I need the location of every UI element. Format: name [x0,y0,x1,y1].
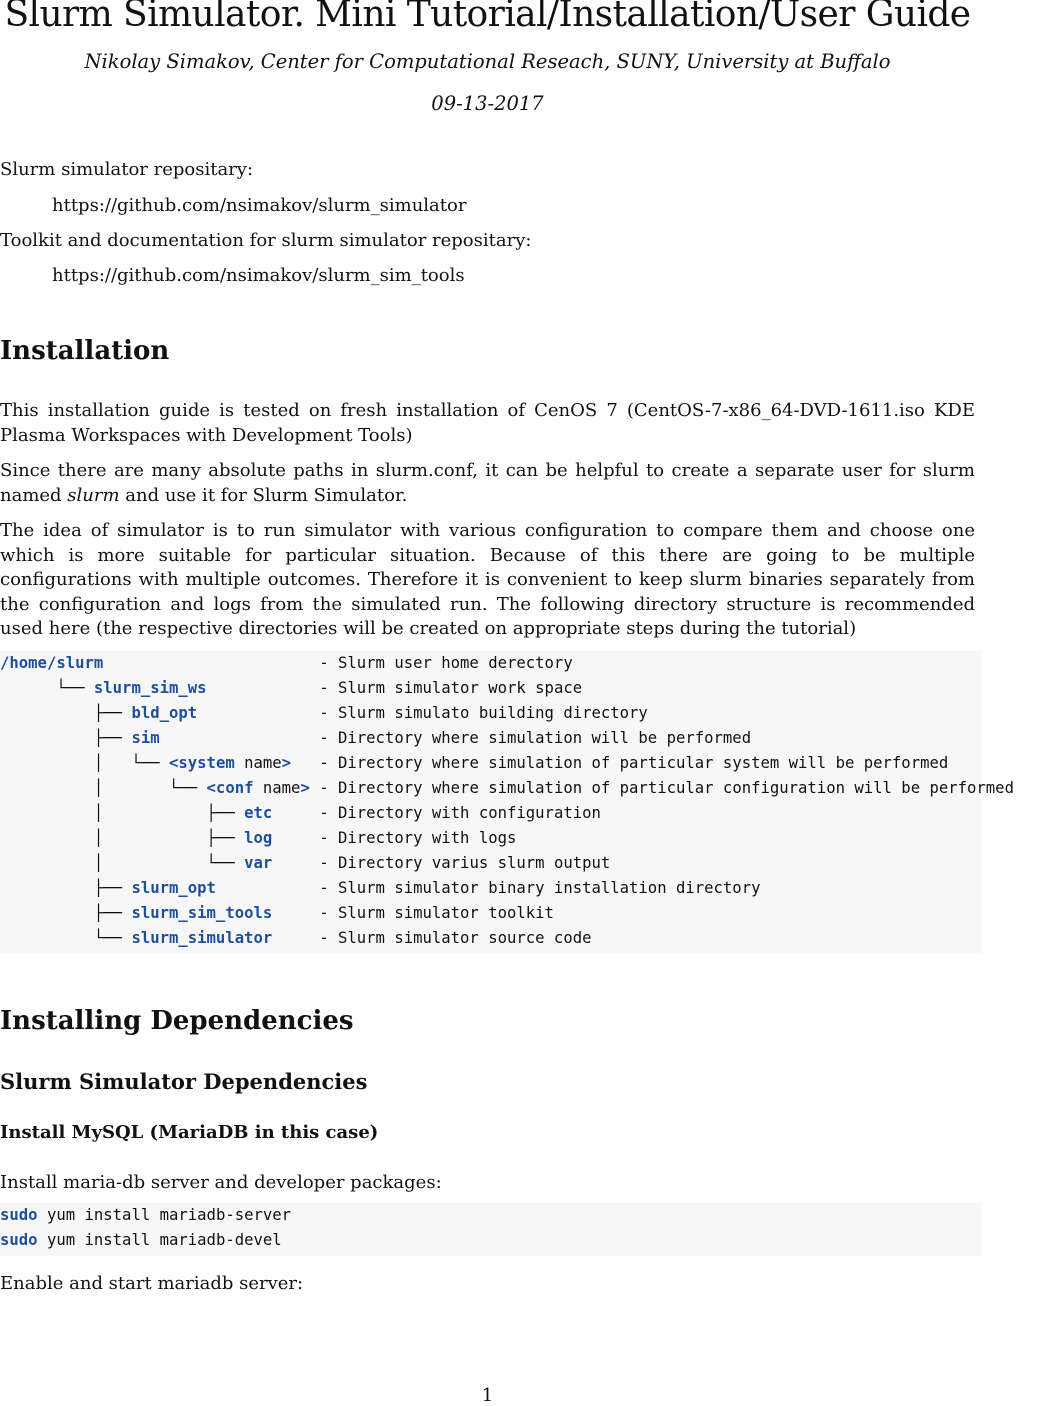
tree-comment: - Slurm simulato building directory [319,704,648,722]
command-keyword: sudo [0,1231,38,1249]
tree-directory-name: <conf [206,779,254,797]
command-line [0,1203,981,1228]
tree-comment: - Slurm simulator binary installation directory [319,879,761,897]
italic-user-name: slurm [67,484,120,506]
tree-comment: - Directory where simulation will be performed [319,729,752,747]
document-title: Slurm Simulator. Mini Tutorial/Installation/User Guide [4,0,971,35]
install-mariadb-paragraph: Install maria-db server and developer packages: [0,1172,442,1193]
tree-branch: │ ├── [0,829,245,847]
tree-directory-name: etc [244,804,273,822]
installation-paragraph-3: The idea of simulator is to run simulator with various configuration to compare them and choose one which is more suitable for particular situation. Because of this there are going to be multiple configurations with multiple outcomes. Therefore it is convenient to keep slurm binaries separately from the configuration and logs from the simulated run. The following directory structure is recommended used here (the respective directories will be created on appropriate steps during the tutorial) [0,520,975,639]
command-arguments: yum install mariadb-devel [37,1231,282,1249]
tree-branch: ├── [0,729,132,747]
tree-directory-name: slurm_simulator [131,929,273,947]
tree-directory-name: bld_opt [131,704,198,722]
sim-repo-label: Slurm simulator repositary: [0,159,254,180]
tree-line [0,776,1014,801]
tree-directory-name: slurm_opt [131,879,216,897]
tree-branch: ├── [0,904,132,922]
tree-directory-name: slurm_sim_ws [93,679,207,697]
tree-branch: ├── [0,879,132,897]
author-line: Nikolay Simakov, Center for Computational Reseach, SUNY, University at Buffalo [84,50,891,73]
tree-line [0,701,981,726]
tree-line [0,926,981,951]
simulator-dependencies-heading: Slurm Simulator Dependencies [0,1069,368,1094]
tree-line [0,751,981,776]
sim-repo-url[interactable]: https://github.com/nsimakov/slurm_simulator [52,195,467,216]
tree-branch: │ └── [0,779,207,797]
tree-branch: └── [0,929,132,947]
tree-branch: │ └── [0,854,245,872]
tree-comment: - Directory where simulation of particular system will be performed [319,754,949,772]
command-arguments: yum install mariadb-server [37,1206,292,1224]
tree-comment: - Slurm simulator work space [319,679,583,697]
tree-comment: - Slurm simulator toolkit [319,904,554,922]
command-keyword: sudo [0,1206,38,1224]
tree-line [0,876,981,901]
installation-paragraph-2: Since there are many absolute paths in slurm.conf, it can be helpful to create a separate user for slurm named slurm and use it for Slurm Simulator. [0,460,975,506]
tree-branch: │ ├── [0,804,245,822]
install-mysql-heading: Install MySQL (MariaDB in this case) [0,1122,379,1143]
document-date: 09-13-2017 [431,92,544,115]
tree-comment: - Slurm simulator source code [319,929,592,947]
directory-tree-code-block [0,651,1014,953]
tree-branch: │ └── [0,754,169,772]
tree-directory-name: log [244,829,273,847]
dependencies-heading: Installing Dependencies [0,1006,354,1036]
tree-directory-name: sim [131,729,160,747]
tree-line [0,651,981,676]
installation-heading: Installation [0,336,170,366]
command-line [0,1228,981,1253]
tree-line [0,676,981,701]
tree-branch: ├── [0,704,132,722]
tree-comment: - Slurm user home derectory [319,654,573,672]
tree-line [0,826,981,851]
page-number: 1 [481,1385,494,1406]
tree-comment: - Directory varius slurm output [319,854,611,872]
tree-directory-placeholder: name> [253,779,310,797]
tree-line [0,726,981,751]
tree-directory-name: var [244,854,273,872]
installation-paragraph-1: This installation guide is tested on fresh installation of CenOS 7 (CentOS-7-x86_64-DVD-1611.iso KDE Plasma Workspaces with Development Tools) [0,400,975,446]
enable-mariadb-paragraph: Enable and start mariadb server: [0,1273,304,1294]
tree-directory-placeholder: name> [234,754,292,772]
tools-repo-label: Toolkit and documentation for slurm simulator repositary: [0,230,532,251]
tools-repo-url[interactable]: https://github.com/nsimakov/slurm_sim_tools [52,265,465,286]
tree-line [0,901,981,926]
tree-line [0,851,981,876]
tree-branch: └── [0,679,94,697]
tree-directory-name: <system [169,754,235,772]
tree-directory-name: slurm_sim_tools [131,904,273,922]
tree-comment: - Directory with configuration [319,804,601,822]
tree-directory-name: /home/slurm [0,654,104,672]
tree-comment: - Directory where simulation of particular configuration will be performed [319,779,1014,797]
install-commands-code-block [0,1203,981,1256]
tree-line [0,801,981,826]
tree-comment: - Directory with logs [319,829,517,847]
